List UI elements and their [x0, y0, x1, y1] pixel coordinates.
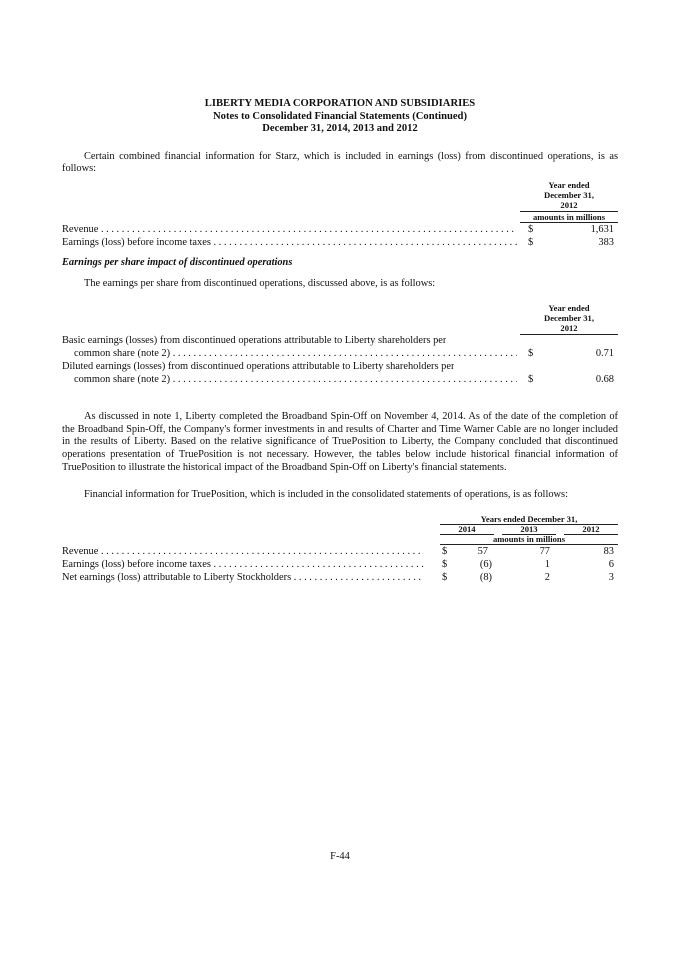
row-label-continued: common share (note 2) . . . [74, 373, 517, 386]
row-value: 1,631 [590, 224, 614, 236]
table-row [62, 360, 618, 373]
row-label: Diluted earnings (losses) from discontinued operations attributable to Liberty shareholders per [62, 360, 455, 372]
value-2014: (6) [479, 558, 492, 570]
page-number: F-44 [330, 851, 350, 862]
row-label: Net earnings (loss) attributable to Liberty Stockholders . . . [62, 571, 424, 584]
currency-symbol: $ [528, 373, 534, 385]
document-header [62, 98, 618, 136]
table-row [62, 236, 618, 249]
trueposition-intro: Financial information for TruePosition, which is included in the consolidated statements of operations, is as follows: [84, 488, 568, 500]
table-row [62, 347, 618, 360]
starz-intro: Certain combined financial information for Starz, which is included in earnings (loss) from discontinued operations, is as follows: [62, 150, 618, 175]
value-2012: 6 [608, 558, 614, 570]
units-label: amounts in millions [492, 533, 566, 544]
table-row [62, 558, 618, 571]
year-header: 2012 [582, 523, 600, 534]
units-label: amounts in millions [532, 212, 606, 223]
eps-table [62, 303, 618, 389]
table-row [62, 334, 618, 347]
row-value: 0.68 [595, 373, 614, 385]
currency-symbol: $ [442, 558, 448, 570]
row-value: 0.71 [595, 347, 614, 359]
row-label: Earnings (loss) before income taxes . . . [62, 236, 517, 249]
row-label: Revenue . . . [62, 223, 517, 236]
value-2014: 57 [477, 545, 488, 557]
row-label: Earnings (loss) before income taxes . . . [62, 558, 424, 571]
value-2012: 3 [608, 571, 614, 583]
table-row [62, 571, 618, 584]
eps-section-title: Earnings per share impact of discontinued operations [62, 257, 293, 269]
notes-title: Notes to Consolidated Financial Statements (Continued) [213, 110, 467, 122]
document-page [62, 98, 618, 583]
years-group-header: Years ended December 31, [480, 513, 578, 524]
period-title: December 31, 2014, 2013 and 2012 [262, 123, 418, 134]
currency-symbol: $ [528, 237, 534, 249]
currency-symbol: $ [442, 571, 448, 583]
table-row [62, 545, 618, 558]
value-2012: 83 [603, 545, 614, 557]
starz-column-header: Year ended December 31, 2012 [544, 180, 594, 211]
row-label: Revenue . . . [62, 545, 424, 558]
currency-symbol: $ [528, 347, 534, 359]
row-value: 383 [598, 237, 614, 249]
value-2013: 1 [544, 558, 550, 570]
year-header: 2013 [520, 523, 538, 534]
currency-symbol: $ [442, 545, 448, 557]
eps-column-header: Year ended December 31, 2012 [544, 302, 594, 333]
spinoff-paragraph: As discussed in note 1, Liberty completed the Broadband Spin-Off on November 4, 2014. As of the date of the completion of the Broadband Spin-Off, the Company's former investments in and results of Charter and Time Warner Cable are no longer included in the results of Liberty. Based on the relative significance of TruePosition to Liberty, the Company concluded that discontinued operations presentation of TruePosition is not necessary. However, the tables below include historical financial information of TruePosition to illustrate the historical impact of the Broadband Spin-Off on Liberty's financial statements. [62, 410, 618, 474]
value-2013: 2 [544, 571, 550, 583]
trueposition-table [62, 513, 618, 583]
table-row [62, 373, 618, 386]
value-2014: (8) [479, 571, 492, 583]
eps-intro: The earnings per share from discontinued operations, discussed above, is as follows: [84, 278, 436, 290]
starz-table [62, 176, 618, 249]
currency-symbol: $ [528, 224, 534, 236]
company-name: LIBERTY MEDIA CORPORATION AND SUBSIDIARIES [204, 98, 476, 109]
row-label-continued: common share (note 2) . . . [74, 347, 517, 360]
table-row [62, 223, 618, 236]
value-2013: 77 [539, 545, 550, 557]
row-label: Basic earnings (losses) from discontinued operations attributable to Liberty shareholders per [62, 334, 447, 346]
year-header: 2014 [458, 523, 476, 534]
